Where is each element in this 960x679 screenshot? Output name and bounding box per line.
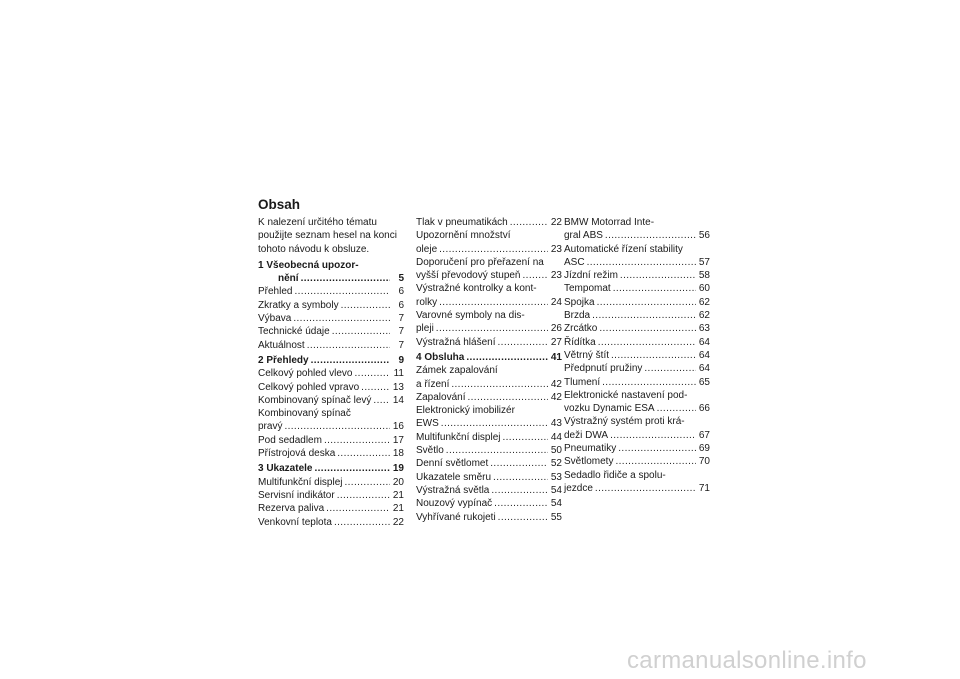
toc-entry-title: Nouzový vypínač (416, 498, 493, 510)
toc-entry-title: Multifunkční displej (416, 431, 501, 443)
toc-entry-title: Kombinovaný spínač levý (258, 394, 372, 406)
toc-page-number: 7 (398, 326, 404, 338)
toc-entry[interactable] (564, 282, 710, 295)
toc-entry-title-line: BMW Motorrad Inte- (564, 217, 655, 228)
toc-entry[interactable] (564, 243, 710, 270)
toc-entry-title: Venkovní teplota (258, 516, 332, 528)
toc-entry-title: Přehled (258, 286, 293, 298)
toc-page-number: 42 (550, 378, 562, 390)
dot-leader (498, 336, 549, 349)
toc-entry-title: Servisní indikátor (258, 489, 335, 501)
dot-leader (644, 362, 696, 375)
toc-entry[interactable] (258, 381, 404, 394)
toc-page-number: 13 (392, 381, 404, 393)
toc-entry-title: Multifunkční displej (258, 476, 343, 488)
toc-entry-title: Brzda (564, 310, 591, 322)
toc-page-number: 44 (550, 431, 562, 443)
toc-page-number: 5 (398, 273, 404, 285)
toc-entry-title: deži DWA (564, 429, 609, 441)
toc-page-number: 21 (392, 503, 404, 515)
dot-leader (337, 447, 390, 460)
dot-leader (615, 455, 696, 468)
toc-page-number: 66 (698, 403, 710, 415)
toc-page-number: 57 (698, 256, 710, 268)
toc-entry[interactable] (564, 322, 710, 335)
dot-leader (498, 511, 548, 524)
dot-leader (361, 381, 390, 394)
dot-leader (618, 442, 696, 455)
dot-leader (344, 476, 390, 489)
dot-leader (657, 402, 696, 415)
toc-page-number: 43 (550, 418, 562, 430)
toc-entries (416, 216, 562, 524)
toc-entry[interactable] (258, 367, 404, 380)
toc-entry-title: Rezerva paliva (258, 503, 325, 515)
toc-page-number: 21 (392, 489, 404, 501)
toc-page-number: 52 (550, 458, 562, 470)
toc-entry-title: 2 Přehledy (258, 354, 309, 366)
dot-leader (587, 256, 696, 269)
toc-page-number: 62 (698, 296, 710, 308)
toc-page-number: 50 (550, 445, 562, 457)
dot-leader (490, 457, 548, 470)
toc-entry[interactable] (564, 269, 710, 282)
toc-entry-title: 3 Ukazatele (258, 463, 313, 475)
toc-entry[interactable] (416, 229, 562, 256)
toc-page-number: 65 (698, 376, 710, 388)
toc-entry[interactable] (564, 336, 710, 349)
toc-entry[interactable] (258, 502, 404, 515)
dot-leader (605, 229, 696, 242)
toc-entry[interactable] (258, 339, 404, 352)
dot-leader (493, 471, 548, 484)
toc-entry[interactable] (416, 256, 562, 283)
dot-leader (592, 309, 696, 322)
toc-entry[interactable] (564, 216, 710, 243)
toc-entry[interactable] (564, 442, 710, 455)
toc-entry-title: a řízení (416, 378, 450, 390)
toc-page-number: 17 (392, 434, 404, 446)
toc-entry-title: Celkový pohled vlevo (258, 368, 353, 380)
toc-entry-title-line: Výstražné kontrolky a kont- (416, 283, 537, 295)
toc-page-number: 54 (550, 484, 562, 496)
toc-entry[interactable] (564, 469, 710, 496)
dot-leader (341, 299, 390, 312)
toc-entry[interactable] (564, 389, 710, 416)
toc-page-number: 20 (392, 476, 404, 488)
toc-page-number: 6 (398, 286, 404, 298)
toc-page-number: 7 (398, 313, 404, 325)
dot-leader (610, 429, 696, 442)
dot-leader (466, 351, 548, 364)
toc-page-number: 23 (550, 243, 562, 255)
dot-leader (284, 420, 390, 433)
toc-entry-title: Tlumení (564, 376, 601, 388)
dot-leader (597, 296, 696, 309)
toc-entry-title: Výstražná hlášení (416, 336, 496, 348)
dot-leader (602, 376, 696, 389)
toc-entry-title: oleje (416, 243, 438, 255)
dot-leader (439, 243, 548, 256)
toc-page-number: 64 (698, 363, 710, 375)
dot-leader (446, 444, 548, 457)
toc-entry-title-line: Zámek zapalování (416, 365, 498, 377)
dot-leader (620, 269, 696, 282)
dot-leader (301, 272, 390, 285)
dot-leader (494, 497, 548, 510)
toc-entry-title-line: Elektronický imobilizér (416, 405, 515, 417)
toc-page-number: 41 (550, 351, 562, 363)
dot-leader (611, 349, 696, 362)
intro-text: K nalezení určitého tématu použijte seznam hesel na konci tohoto návodu k obsluze. (258, 217, 397, 255)
toc-entry-title: Pod sedadlem (258, 434, 322, 446)
toc-entry[interactable] (258, 434, 404, 447)
toc-page-number: 62 (698, 310, 710, 322)
toc-page-number: 16 (392, 421, 404, 433)
toc-page-number: 7 (398, 339, 404, 351)
toc-entry-title-line: Doporučení pro přeřazení na (416, 256, 544, 268)
page-title: Obsah (258, 197, 301, 212)
toc-entry[interactable] (416, 444, 562, 457)
toc-page-number: 11 (393, 368, 404, 380)
toc-entry-title: Větrný štít (564, 349, 610, 361)
toc-entry-title-line: Výstražný systém proti krá- (564, 416, 685, 428)
toc-entry[interactable] (564, 296, 710, 309)
dot-leader (334, 516, 390, 529)
toc-chapter[interactable] (258, 259, 404, 286)
toc-page-number: 22 (550, 217, 562, 228)
toc-entry-title: Zapalování (416, 391, 466, 403)
dot-leader (332, 325, 390, 338)
toc-entry[interactable] (258, 312, 404, 325)
toc-entry-title: Zrcátko (564, 323, 598, 335)
toc-entry[interactable] (416, 511, 562, 524)
dot-leader (355, 367, 391, 380)
toc-page-number: 22 (392, 516, 404, 528)
toc-entry-title-line: Automatické řízení stability (564, 243, 683, 255)
dot-leader (293, 312, 390, 325)
dot-leader (613, 282, 696, 295)
toc-page-number: 63 (698, 323, 710, 335)
toc-entry[interactable] (564, 415, 710, 442)
toc-entry[interactable] (416, 336, 562, 349)
toc-page-number: 70 (698, 456, 710, 468)
dot-leader (311, 354, 390, 367)
toc-entry-title: Zkratky a symboly (258, 299, 339, 311)
toc-entry[interactable] (416, 431, 562, 444)
watermark: carmanualsonline.info (627, 647, 867, 674)
dot-leader (294, 285, 390, 298)
toc-entry[interactable] (258, 476, 404, 489)
toc-entry-title-line: Elektronické nastavení pod- (564, 389, 688, 401)
toc-entry[interactable] (258, 285, 404, 298)
toc-entry[interactable] (258, 299, 404, 312)
toc-entry-title: Jízdní režim (564, 270, 618, 282)
toc-entry-title: Vyhřívané rukojeti (416, 511, 496, 523)
dot-leader (337, 489, 390, 502)
toc-entry-title: Předpnutí pružiny (564, 363, 643, 375)
toc-page-number: 54 (550, 498, 562, 510)
dot-leader (373, 394, 390, 407)
toc-entry[interactable] (416, 282, 562, 309)
toc-page-number: 9 (398, 354, 404, 366)
toc-column-2 (416, 216, 562, 524)
toc-page-number: 60 (698, 283, 710, 295)
toc-entry-title-line: 1 Všeobecná upozor- (258, 259, 359, 271)
toc-entry-title: Řídítka (564, 336, 596, 348)
toc-page-number: 26 (550, 323, 562, 335)
dot-leader (441, 417, 548, 430)
toc-entry-title-line: Varovné symboly na dis- (416, 310, 525, 322)
dot-leader (599, 322, 696, 335)
toc-entry-title: Výbava (258, 313, 292, 325)
toc-page-number: 71 (698, 482, 710, 494)
dot-leader (502, 431, 548, 444)
dot-leader (451, 378, 548, 391)
toc-page-number: 56 (698, 230, 710, 242)
toc-entry-title: gral ABS (564, 230, 603, 242)
toc-entry[interactable] (416, 216, 562, 229)
toc-entry-title: ASC (564, 256, 585, 268)
dot-leader (439, 296, 548, 309)
toc-entry-title: Aktuálnost (258, 339, 305, 351)
toc-entries (258, 259, 404, 529)
dot-leader (491, 484, 548, 497)
toc-entry[interactable] (416, 391, 562, 404)
toc-page-number: 53 (550, 471, 562, 483)
toc-page-number: 24 (550, 296, 562, 308)
toc-entry[interactable] (564, 349, 710, 362)
toc-entry-title-line: Upozornění množství (416, 230, 511, 242)
toc-page-number: 64 (698, 336, 710, 348)
dot-leader (436, 322, 548, 335)
dot-leader (598, 336, 696, 349)
toc-page-number: 67 (698, 429, 710, 441)
toc-entry-title: jezdce (564, 482, 593, 494)
toc-entries (564, 216, 710, 495)
toc-entry-title: Spojka (564, 296, 595, 308)
toc-entry-title: Tempomat (564, 283, 611, 295)
toc-page-number: 64 (698, 349, 710, 361)
toc-entry[interactable] (258, 407, 404, 434)
toc-page-number: 6 (398, 299, 404, 311)
toc-entry[interactable] (564, 455, 710, 468)
toc-entry[interactable] (416, 497, 562, 510)
toc-entry[interactable] (416, 484, 562, 497)
toc-page-number: 27 (550, 336, 562, 348)
toc-entry-title: vozku Dynamic ESA (564, 403, 655, 415)
toc-entry[interactable] (564, 309, 710, 322)
toc-page-number: 19 (392, 463, 404, 475)
toc-entry-title: pleji (416, 323, 434, 335)
dot-leader (307, 339, 390, 352)
toc-entry[interactable] (258, 447, 404, 460)
toc-entry-title-line: Sedadlo řidiče a spolu- (564, 469, 666, 481)
toc-entry-title: EWS (416, 418, 439, 430)
toc-entry[interactable] (258, 394, 404, 407)
toc-entry-title: Technické údaje (258, 326, 330, 338)
toc-entry-title: Světlomety (564, 456, 614, 468)
toc-page-number: 42 (550, 391, 562, 403)
toc-column-3 (564, 216, 710, 495)
toc-entry[interactable] (416, 364, 562, 391)
dot-leader (314, 462, 390, 475)
toc-entry-title: vyšší převodový stupeň (416, 270, 521, 282)
toc-chapter[interactable] (416, 351, 562, 364)
toc-page-number: 23 (550, 270, 562, 282)
toc-entry[interactable] (258, 489, 404, 502)
dot-leader (467, 391, 548, 404)
toc-entry-title: pravý (258, 421, 283, 433)
toc-entry-title: Světlo (416, 445, 444, 457)
toc-entry-title: 4 Obsluha (416, 351, 465, 363)
toc-entry-title: Ukazatele směru (416, 471, 492, 483)
toc-entry[interactable] (416, 404, 562, 431)
dot-leader (595, 482, 696, 495)
toc-entry-title: Pneumatiky (564, 443, 617, 455)
toc-entry[interactable] (416, 471, 562, 484)
toc-entry[interactable] (258, 516, 404, 529)
toc-page-number: 58 (698, 270, 710, 282)
toc-entry-title: Přístrojová deska (258, 448, 336, 460)
toc-entry-title: Denní světlomet (416, 458, 489, 470)
toc-entry-title: nění (278, 273, 299, 285)
toc-entry[interactable] (258, 325, 404, 338)
toc-entry[interactable] (416, 309, 562, 336)
toc-entry-title: Výstražná světla (416, 484, 490, 496)
toc-column-1 (258, 216, 404, 529)
toc-entry-title: rolky (416, 296, 438, 308)
dot-leader (523, 269, 549, 282)
toc-entry[interactable] (564, 362, 710, 375)
toc-entry-title: Celkový pohled vpravo (258, 381, 360, 393)
dot-leader (510, 216, 548, 229)
toc-chapter[interactable] (258, 462, 404, 475)
toc-page-number: 18 (392, 448, 404, 460)
toc-entry-title: Tlak v pneumatikách (416, 217, 508, 228)
toc-page-number: 55 (550, 511, 562, 523)
toc-chapter[interactable] (258, 354, 404, 367)
toc-entry[interactable] (564, 376, 710, 389)
dot-leader (326, 502, 390, 515)
toc-page-number: 14 (392, 394, 404, 406)
toc-page-number: 69 (698, 443, 710, 455)
dot-leader (324, 434, 390, 447)
toc-entry[interactable] (416, 457, 562, 470)
toc-entry-title-line: Kombinovaný spínač (258, 408, 351, 420)
